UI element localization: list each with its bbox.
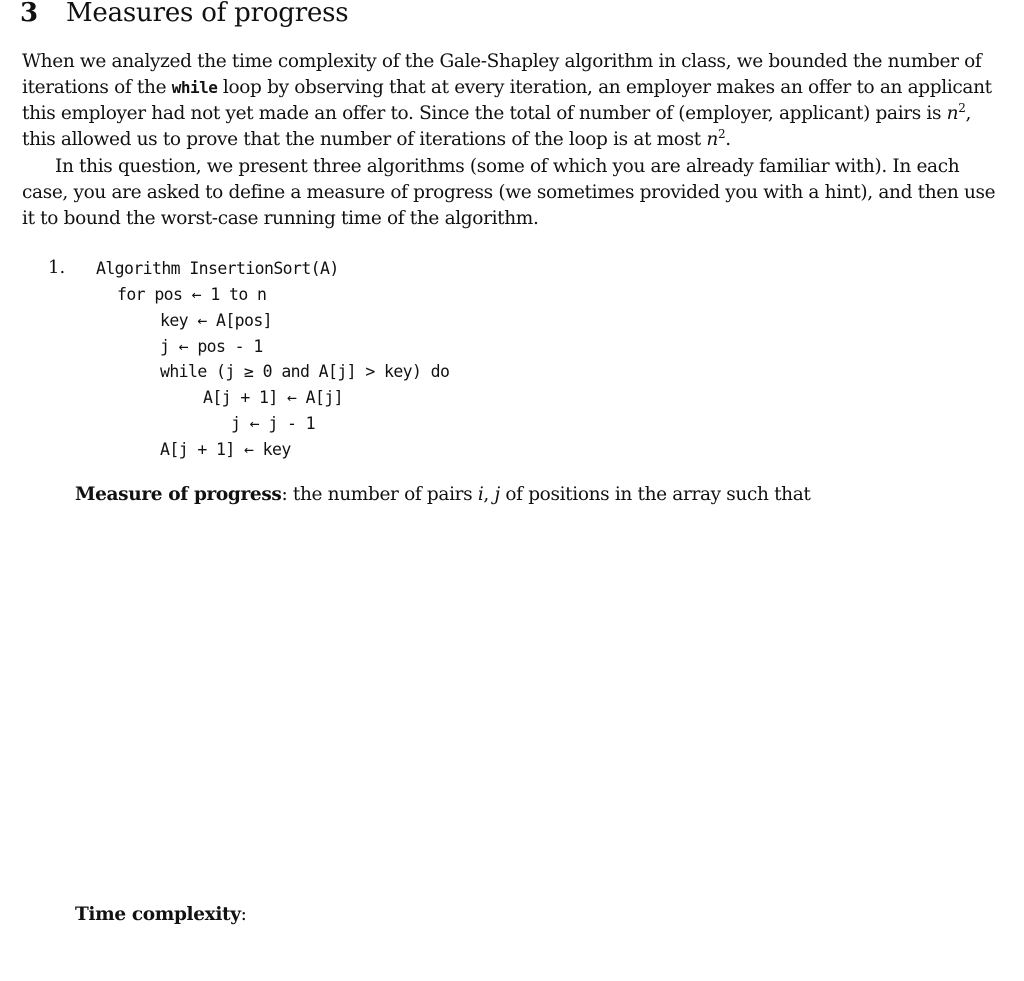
code-line: j ← j - 1	[231, 414, 316, 433]
code-line: A[j + 1] ← key	[160, 440, 291, 459]
code-line: Algorithm InsertionSort(A)	[96, 259, 339, 278]
while-keyword: while	[171, 78, 218, 97]
section-number: 3	[20, 0, 38, 28]
intro-line-3: this employer had not yet made an offer to. Since the total of number of (employer, applicant) pairs is $n^2$,	[22, 100, 972, 124]
measure-label: Measure of progress	[75, 484, 282, 505]
section-heading	[20, 0, 348, 28]
section-title: Measures of progress	[66, 0, 349, 28]
item-number: 1.	[48, 257, 66, 278]
code-line: key ← A[pos]	[160, 311, 273, 330]
time-complexity-label: Time complexity	[75, 904, 241, 925]
code-line: j ← pos - 1	[160, 337, 263, 356]
code-line: for pos ← 1 to n	[117, 285, 267, 304]
intro-line-2: iterations of the while loop by observing that at every iteration, an employer makes an offer to an applicant	[22, 77, 992, 98]
measure-of-progress: Measure of progress: the number of pairs i, j of positions in the array such that	[75, 484, 811, 505]
paragraph2-line-3: it to bound the worst-case running time of the algorithm.	[22, 208, 539, 229]
time-complexity: Time complexity:	[75, 904, 247, 925]
paragraph2-line-1: In this question, we present three algorithms (some of which you are already familiar with). In each	[55, 156, 960, 177]
intro-line-1: When we analyzed the time complexity of the Gale-Shapley algorithm in class, we bounded the number of	[22, 51, 982, 72]
code-line: A[j + 1] ← A[j]	[203, 388, 344, 407]
paragraph2-line-2: case, you are asked to define a measure of progress (we sometimes provided you with a hint), and then use	[22, 182, 996, 203]
intro-line-4: this allowed us to prove that the number of iterations of the loop is at most $n^2$.	[22, 126, 731, 150]
code-line: while (j ≥ 0 and A[j] > key) do	[160, 362, 450, 381]
